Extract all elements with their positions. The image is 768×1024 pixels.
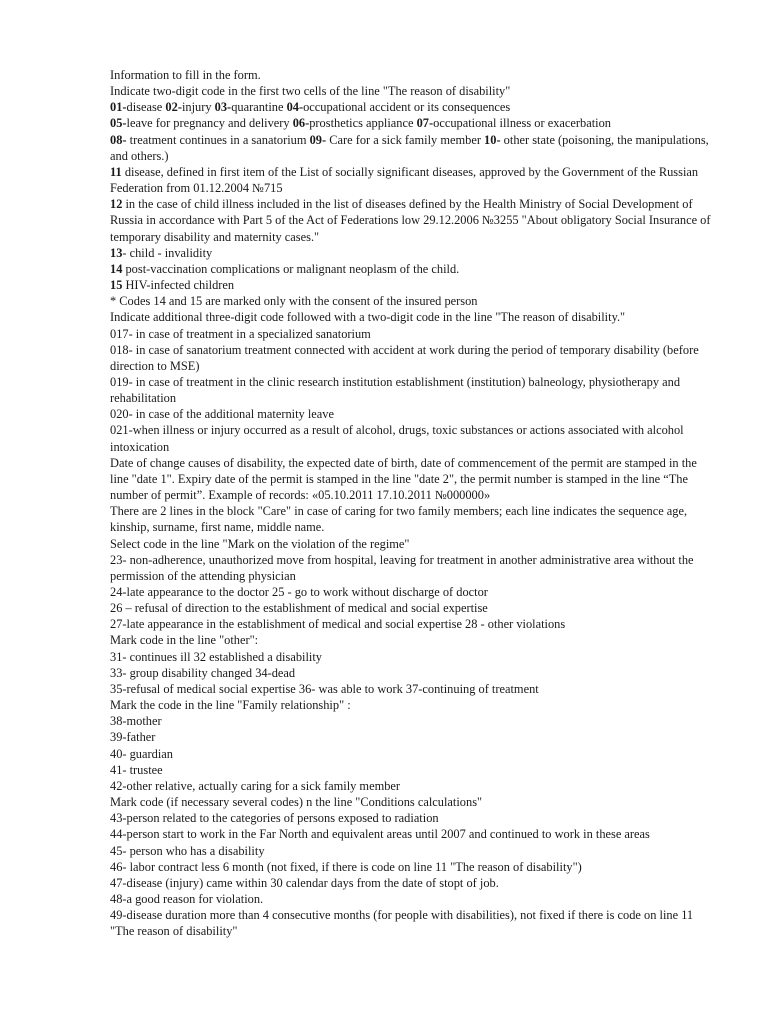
text-segment: Care for a sick family member	[326, 132, 485, 147]
text-segment: Indicate two-digit code in the first two cells of the line "The reason of disability"	[110, 84, 511, 99]
text-line	[110, 843, 714, 859]
text-segment: post-vaccination complications or malignant neoplasm of the child.	[122, 261, 460, 276]
text-line	[110, 600, 714, 616]
text-line	[110, 584, 714, 600]
code-label: 15	[110, 278, 123, 293]
text-segment: Indicate additional three-digit code followed with a two-digit code in the line "The reason of disability."	[110, 310, 626, 325]
code-label: 01-	[110, 100, 127, 115]
text-segment: Mark code (if necessary several codes) n the line "Conditions calculations"	[110, 795, 483, 810]
text-line	[110, 196, 714, 244]
text-segment: 42-other relative, actually caring for a sick family member	[110, 778, 401, 793]
code-label: 12	[110, 197, 123, 212]
text-line	[110, 907, 714, 939]
text-line	[110, 536, 714, 552]
text-line	[110, 729, 714, 745]
text-line	[110, 406, 714, 422]
text-segment: 49-disease duration more than 4 consecutive months (for people with disabilities), not fixed if there is code on line 11 "The reason of disability"	[110, 908, 694, 939]
text-line	[110, 67, 714, 83]
text-line	[110, 164, 714, 196]
code-label: 06-	[292, 116, 310, 131]
text-segment: 020- in case of the additional maternity leave	[110, 407, 334, 422]
text-line	[110, 99, 714, 115]
text-line	[110, 632, 714, 648]
text-line	[110, 859, 714, 875]
text-segment: occupational accident or its consequences	[303, 100, 511, 115]
text-segment: 41- trustee	[110, 762, 163, 777]
text-line	[110, 616, 714, 632]
text-segment: occupational illness or exacerbation	[433, 116, 611, 131]
text-line	[110, 713, 714, 729]
text-line	[110, 778, 714, 794]
text-segment: * Codes 14 and 15 are marked only with the consent of the insured person	[110, 294, 478, 309]
text-segment: 35-refusal of medical social expertise 36- was able to work 37-continuing of treatment	[110, 681, 539, 696]
text-line	[110, 309, 714, 325]
code-label: 05-	[110, 116, 127, 131]
text-line	[110, 794, 714, 810]
text-segment: prosthetics appliance	[309, 116, 417, 131]
text-line	[110, 83, 714, 99]
text-segment: other state (poisoning, the manipulations, and others.)	[110, 132, 709, 163]
code-label: 08-	[110, 132, 127, 147]
text-segment: quarantine	[231, 100, 287, 115]
text-segment: 45- person who has a disability	[110, 843, 265, 858]
text-line	[110, 891, 714, 907]
text-segment: 019- in case of treatment in the clinic research institution establishment (institution) balneology, physiotherapy and rehabilitation	[110, 374, 681, 406]
text-segment: 46- labor contract less 6 month (not fixed, if there is code on line 11 "The reason of disability")	[110, 859, 582, 874]
text-segment: 43-person related to the categories of persons exposed to radiation	[110, 811, 439, 826]
text-line	[110, 132, 714, 164]
text-line	[110, 810, 714, 826]
document-body	[110, 67, 714, 939]
code-label: 13	[110, 245, 123, 260]
code-label: 02-	[165, 100, 182, 115]
text-segment: 48-a good reason for violation.	[110, 891, 264, 906]
text-segment: - child - invalidity	[122, 245, 213, 260]
text-line	[110, 746, 714, 762]
text-segment: disease	[126, 100, 166, 115]
text-line	[110, 277, 714, 293]
text-line	[110, 374, 714, 406]
text-line	[110, 875, 714, 891]
text-segment: HIV-infected children	[122, 278, 235, 293]
text-line	[110, 697, 714, 713]
code-label: 07-	[416, 116, 434, 131]
text-segment: treatment continues in a sanatorium	[126, 132, 310, 147]
text-segment: 47-disease (injury) came within 30 calendar days from the date of stopt of job.	[110, 875, 499, 890]
text-line	[110, 342, 714, 374]
text-segment: 38-mother	[110, 714, 162, 729]
text-segment: Information to fill in the form.	[110, 68, 261, 82]
text-segment: Mark code in the line "other":	[110, 633, 259, 648]
text-line	[110, 503, 714, 535]
text-segment: 27-late appearance in the establishment of medical and social expertise 28 - other violations	[110, 617, 566, 632]
text-segment: 40- guardian	[110, 746, 173, 761]
text-line	[110, 552, 714, 584]
text-segment: 31- continues ill 32 established a disability	[110, 649, 322, 664]
text-segment: leave for pregnancy and delivery	[126, 116, 293, 131]
code-label: 10-	[484, 132, 501, 147]
text-segment: 24-late appearance to the doctor 25 - go to work without discharge of doctor	[110, 585, 488, 599]
code-label: 11	[110, 164, 122, 179]
code-label: 14	[110, 261, 123, 276]
text-segment: 44-person start to work in the Far North and equivalent areas until 2007 and continued to work in these areas	[110, 827, 650, 842]
text-segment: 23- non-adherence, unauthorized move from hospital, leaving for treatment in another administrative area without the permission of the attending physician	[110, 552, 694, 583]
code-label: 09-	[309, 132, 327, 147]
text-line	[110, 261, 714, 277]
text-line	[110, 115, 714, 131]
text-segment: 26 – refusal of direction to the establishment of medical and social expertise	[110, 601, 488, 616]
text-segment: disease, defined in first item of the List of socially significant diseases, approved by the Government of the Russian Federation from 01.12.2004 №715	[110, 164, 699, 196]
text-segment: 39-father	[110, 730, 156, 745]
text-line	[110, 326, 714, 342]
text-line	[110, 665, 714, 681]
text-segment: 017- in case of treatment in a specialized sanatorium	[110, 326, 371, 341]
text-line	[110, 422, 714, 454]
text-segment: Date of change causes of disability, the expected date of birth, date of commencement of the permit are stamped in the line "date 1". Expiry date of the permit is stamped in the line "date 2", the permit number is stamped in the line “The number of permit”. Example of records: «05.10.2011 17.10.2011 №000000»	[110, 455, 697, 503]
text-line	[110, 826, 714, 842]
code-label: 03-	[214, 100, 232, 115]
text-line	[110, 762, 714, 778]
text-segment: 018- in case of sanatorium treatment connected with accident at work during the period of temporary disability (before direction to MSE)	[110, 342, 699, 373]
text-line	[110, 649, 714, 665]
text-line	[110, 245, 714, 261]
text-segment: Mark the code in the line "Family relationship" :	[110, 698, 351, 713]
text-segment: injury	[181, 100, 215, 115]
text-segment: 33- group disability changed 34-dead	[110, 665, 296, 680]
text-segment: in the case of child illness included in the list of diseases defined by the Health Ministry of Social Development of Russia in accordance with Part 5 of the Act of Federations low 29.12.2006 №3255 "About obligatory Social Insurance of temporary disability and maternity cases."	[110, 197, 711, 244]
text-line	[110, 455, 714, 503]
text-segment: Select code in the line "Mark on the violation of the regime"	[110, 536, 410, 551]
text-line	[110, 293, 714, 309]
text-segment: 021-when illness or injury occurred as a result of alcohol, drugs, toxic substances or actions associated with alcohol intoxication	[110, 423, 684, 454]
code-label: 04-	[286, 100, 304, 115]
text-line	[110, 681, 714, 697]
text-segment: There are 2 lines in the block "Care" in case of caring for two family members; each line indicates the sequence age, kinship, surname, first name, middle name.	[110, 504, 688, 535]
